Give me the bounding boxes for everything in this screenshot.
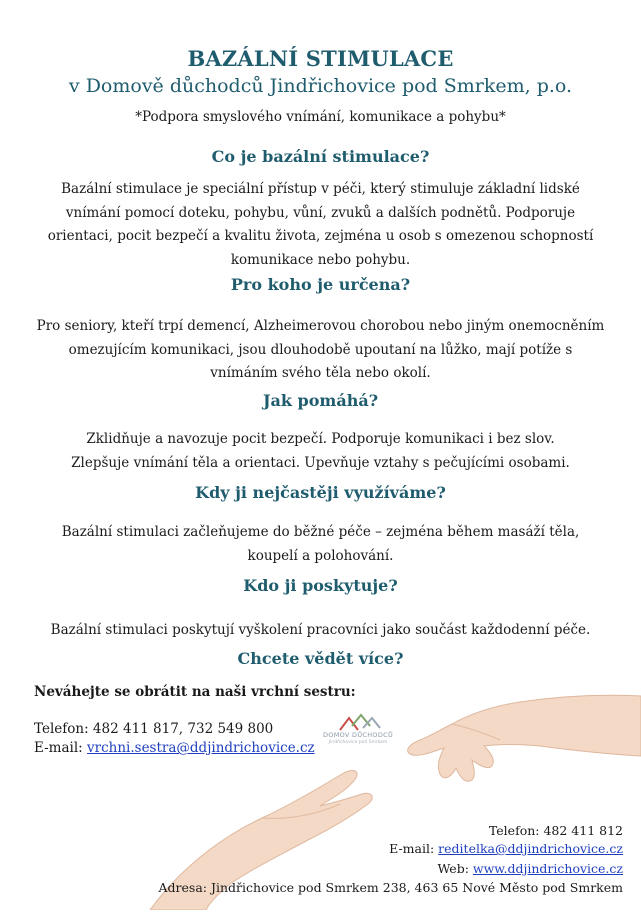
section-text-what: Bazální stimulace je speciální přístup v péči, který stimuluje základní lidské vnímání pomocí doteku, pohybu, vůní, zvuků a dalších podnětů. Podporuje orientaci, pocit bezpečí a kvalitu života, zejména u osob s omezenou schopností komunikace nebo pohybu. [47, 181, 594, 268]
section-heading-more-info: Chcete vědět více? [237, 649, 404, 668]
footer-email [389, 841, 623, 856]
tagline: *Podpora smyslového vnímání, komunikace a pohybu* [135, 109, 506, 125]
contact-phone-label: Telefon: [34, 721, 89, 737]
page-subtitle: v Domově důchodců Jindřichovice pod Smrkem, p.o. [68, 75, 573, 97]
logo-subtitle: Jindřichovice pod Smrkem [328, 740, 388, 745]
contact-email-label: E-mail: [34, 740, 83, 756]
section-text-how-it-helps: Zklidňuje a navozuje pocit bezpečí. Podporuje komunikaci i bez slov. Zlepšuje vnímání těla a orientaci. Upevňuje vztahy s pečujícími osobami. [71, 431, 570, 471]
logo-name: DOMOV DŮCHODCŮ [322, 731, 394, 739]
footer-address-label: Adresa: [158, 880, 208, 895]
section-heading-when: Kdy ji nejčastěji využíváme? [195, 483, 446, 502]
section-heading-for-whom: Pro koho je určena? [230, 275, 411, 294]
footer-web [437, 861, 623, 876]
footer-address-value: Jindřichovice pod Smrkem 238, 463 65 Nové Město pod Smrkem [211, 880, 623, 895]
footer-phone-label: Telefon: [488, 823, 540, 838]
contact-email [34, 740, 315, 756]
section-heading-how-it-helps: Jak pomáhá? [262, 391, 379, 410]
footer-email-link[interactable]: reditelka@ddjindrichovice.cz [438, 841, 623, 856]
footer-web-label: Web: [437, 861, 469, 876]
footer-phone [489, 823, 623, 838]
contact-phone [34, 721, 273, 737]
section-text-when: Bazální stimulaci začleňujeme do běžné péče – zejména během masáží těla, koupelí a polohování. [61, 524, 580, 564]
contact-call-to-action: Neváhejte se obrátit na naši vrchní sestru: [34, 684, 356, 700]
section-heading-who: Kdo ji poskytuje? [243, 576, 398, 595]
page-title: BAZÁLNÍ STIMULACE [187, 46, 454, 71]
footer-web-link[interactable]: www.ddjindrichovice.cz [472, 861, 623, 876]
contact-phone-value: 482 411 817, 732 549 800 [92, 721, 274, 737]
footer-email-label: E-mail: [389, 841, 435, 856]
contact-email-link[interactable]: vrchni.sestra@ddjindrichovice.cz [87, 740, 315, 756]
section-heading-what: Co je bazální stimulace? [211, 147, 430, 166]
section-text-who: Bazální stimulaci poskytují vyškolení pracovníci jako součást každodenní péče. [50, 622, 591, 638]
footer-address [159, 880, 623, 895]
footer-phone-value: 482 411 812 [543, 823, 623, 838]
section-text-for-whom: Pro seniory, kteří trpí demencí, Alzheimerovou chorobou nebo jiným onemocněním omezujícím komunikaci, jsou dlouhodobě upoutaní na lůžko, mají potíže s vnímáním svého těla nebo okolí. [36, 318, 605, 381]
